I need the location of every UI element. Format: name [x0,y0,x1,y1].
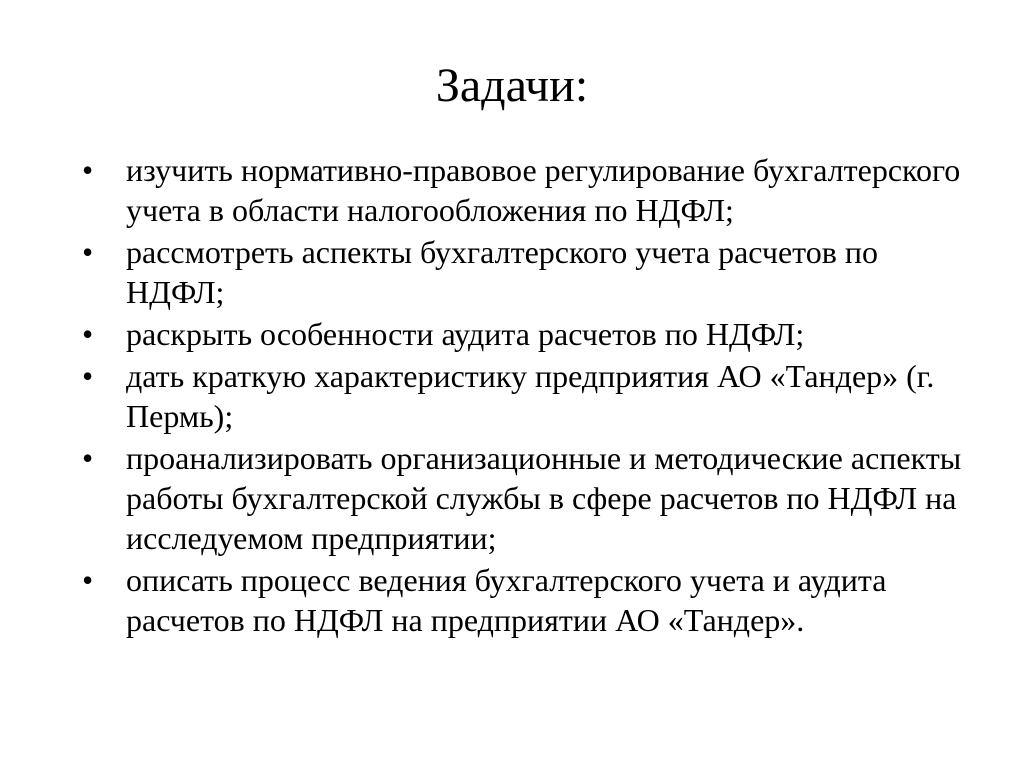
list-item-text: рассмотреть аспекты бухгалтерского учета расчетов по НДФЛ; [126,234,878,310]
bullet-icon: • [82,440,94,476]
list-item-text: дать краткую характеристику предприятия АО «Тандер» (г. Пермь); [126,358,935,434]
list-item-text: описать процесс ведения бухгалтерского учета и аудита расчетов по НДФЛ на предприятии АО «Тандер». [126,562,887,638]
list-item-text: изучить нормативно-правовое регулирование бухгалтерского учета в области налогообложения по НДФЛ; [126,152,961,228]
list-item [82,438,972,558]
list-item [82,150,972,230]
list-item-text: раскрыть особенности аудита расчетов по НДФЛ; [126,316,805,352]
bullet-icon: • [82,316,94,352]
list-item [82,560,972,640]
bullet-icon: • [82,234,94,270]
list-item [82,232,972,312]
slide-title: Задачи: [435,59,589,112]
task-list [82,150,972,642]
bullet-icon: • [82,152,94,188]
bullet-icon: • [82,358,94,394]
list-item [82,314,972,354]
bullet-icon: • [82,562,94,598]
list-item [82,356,972,436]
list-item-text: проанализировать организационные и методические аспекты работы бухгалтерской службы в сфере расчетов по НДФЛ на исследуемом предприятии; [126,440,962,556]
